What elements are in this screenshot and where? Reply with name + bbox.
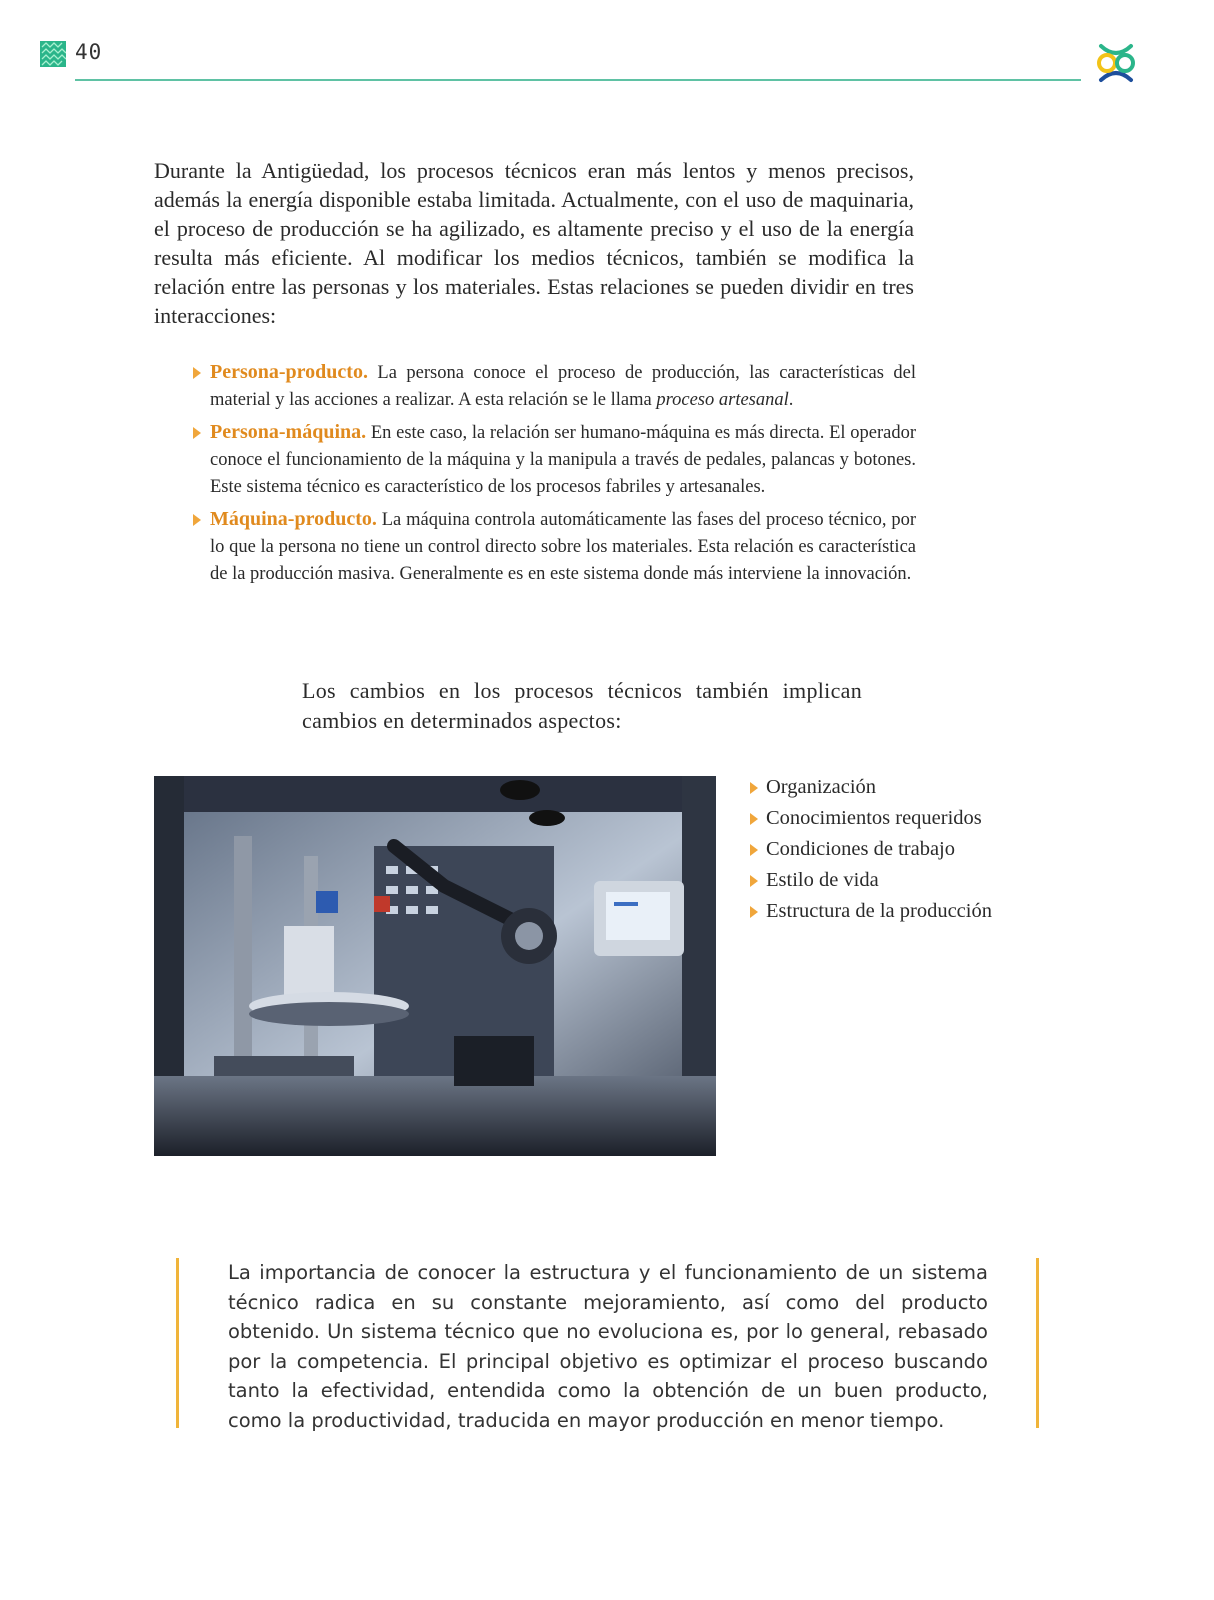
aspect-label: Condiciones de trabajo: [766, 838, 956, 860]
bullet-arrow-icon: [750, 906, 758, 918]
list-item: [190, 359, 916, 414]
aspect-label: Estilo de vida: [766, 869, 879, 891]
bullet-arrow-icon: [750, 875, 758, 887]
interaction-emphasis: proceso artesanal: [656, 390, 789, 410]
automated-production-line-photo: [154, 776, 716, 1156]
list-item: [190, 419, 916, 501]
list-item: [748, 834, 992, 865]
bullet-arrow-icon: [193, 514, 201, 526]
publisher-logo-icon: [1093, 40, 1139, 86]
interaction-term: Persona-producto.: [210, 361, 368, 383]
page-number: 40: [75, 40, 103, 64]
aspects-intro: Los cambios en los procesos técnicos también implican cambios en determinados aspectos:: [302, 678, 862, 733]
aspect-label: Conocimientos requeridos: [766, 807, 982, 829]
bullet-arrow-icon: [193, 427, 201, 439]
interaction-text: La persona conoce el proceso de producción, las características del material y las acciones a realizar. A esta relación se le llama: [210, 363, 916, 410]
bullet-arrow-icon: [750, 844, 758, 856]
aspects-list: [748, 772, 992, 927]
interaction-term: Máquina-producto.: [210, 508, 377, 530]
list-item: [190, 506, 916, 588]
interaction-text: En este caso, la relación ser humano-máquina es más directa. El operador conoce el funcionamiento de la máquina y la manipula a través de pedales, palancas y botones. Este sistema técnico es característico de los procesos fabriles y artesanales.: [210, 423, 916, 497]
intro-paragraph: Durante la Antigüedad, los procesos técnicos eran más lentos y menos precisos, además la energía disponible estaba limitada. Actualmente, con el uso de maquinaria, el proceso de producción se ha agilizado, es altamente preciso y el uso de la energía resulta más eficiente. Al modificar los medios técnicos, también se modifica la relación entre las personas y los materiales. Estas relaciones se pueden dividir en tres interacciones:: [154, 158, 914, 328]
callout-paragraph: La importancia de conocer la estructura y el funcionamiento de un sistema técnico radica en su constante mejoramiento, así como del producto obtenido. Un sistema técnico que no evoluciona es, por lo general, rebasado por la competencia. El principal objetivo es optimizar el proceso buscando tanto la efectividad, entendida como la obtención de un buen producto, como la productividad, traducida en mayor producción en menor tiempo.: [228, 1261, 988, 1432]
callout-left-bar: [176, 1258, 179, 1428]
interactions-list: [190, 359, 916, 593]
interaction-term: Persona-máquina.: [210, 421, 367, 443]
interaction-text: La máquina controla automáticamente las fases del proceso técnico, por lo que la persona no tiene un control directo sobre los materiales. Esta relación es característica de la producción masiva. Generalmente es en este sistema donde más interviene la innovación.: [210, 510, 916, 584]
list-item: [748, 865, 992, 896]
bullet-arrow-icon: [750, 782, 758, 794]
aspect-label: Estructura de la producción: [766, 900, 992, 922]
interaction-end: .: [788, 390, 794, 410]
list-item: [748, 896, 992, 927]
chapter-badge-icon: [40, 41, 66, 67]
list-item: [748, 772, 992, 803]
bullet-arrow-icon: [193, 367, 201, 379]
callout-right-bar: [1036, 1258, 1039, 1428]
list-item: [748, 803, 992, 834]
bullet-arrow-icon: [750, 813, 758, 825]
aspect-label: Organización: [766, 776, 877, 798]
header-rule: [75, 79, 1081, 81]
